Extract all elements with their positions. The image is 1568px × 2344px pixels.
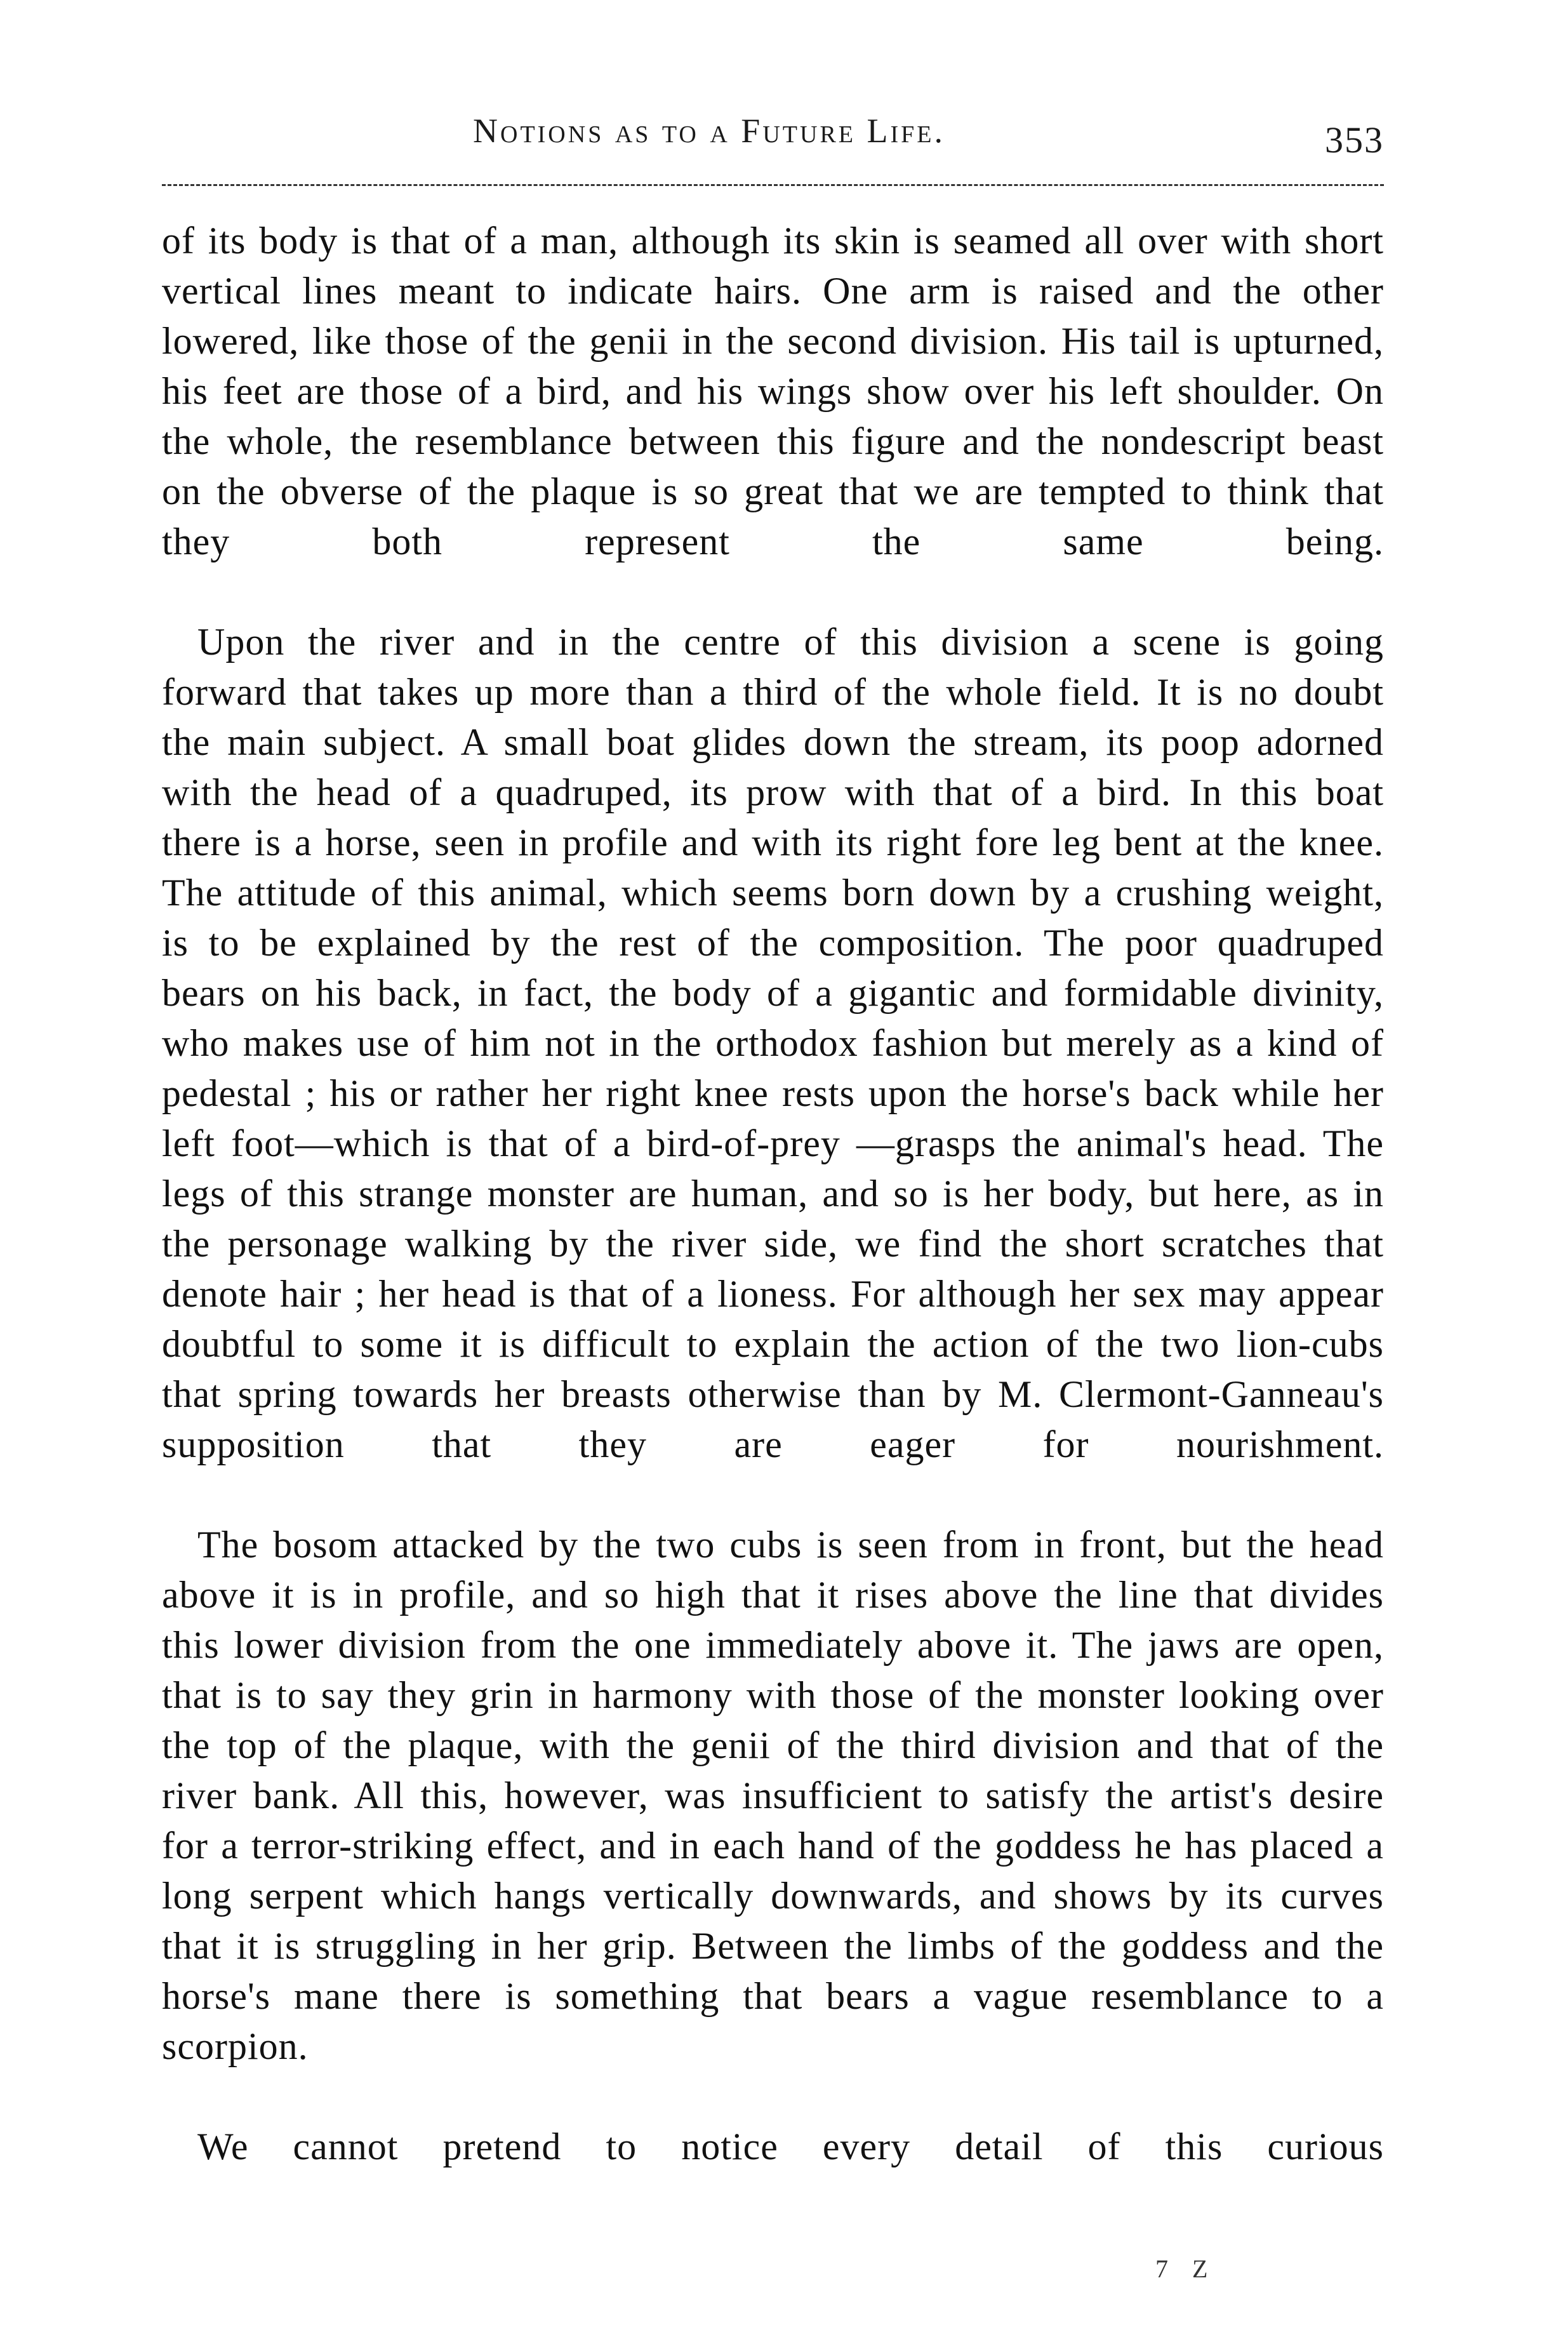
page-number: 353 [1325,119,1384,161]
page-header [162,111,1384,162]
running-title: Notions as to a Future Life. [473,112,945,150]
paragraph-1: of its body is that of a man, although its skin is seamed all over with short vertical lines meant to indicate hairs. One arm is raised and the other lowered, like those of the genii in the second division. His tail is upturned, his feet are those of a bird, and his wings show over his left shoulder. On the whole, the resemblance between this figure and the nondescript beast on the obverse of the plaque is so great that we are tempted to think that they both represent the same being. [162,220,1384,563]
body-text [162,216,1384,2222]
paragraph-2: Upon the river and in the centre of this division a scene is going forward that takes up more than a third of the whole field. It is no doubt the main subject. A small boat glides down the stream, its poop adorned with the head of a quadruped, its prow with that of a bird. In this boat there is a horse, seen in profile and with its right fore leg bent at the knee. The attitude of this animal, which seems born down by a crushing weight, is to be explained by the rest of the composition. The poor quadruped bears on his back, in fact, the body of a gigantic and formidable divinity, who makes use of him not in the orthodox fashion but merely as a kind of pedestal ; his or rather her right knee rests upon the horse's back while her left foot—which is that of a bird-of-prey —grasps the animal's head. The legs of this strange monster are human, and so is her body, but here, as in the personage walking by the river side, we find the short scratches that denote hair ; her head is that of a lioness. For although her sex may appear doubtful to some it is difficult to explain the action of the two lion-cubs that spring towards her breasts otherwise than by M. Clermont-Ganneau's supposition that they are eager for nourishment. [162,621,1384,1465]
signature-mark: 7 Z [1155,2254,1217,2283]
paragraph-3: The bosom attacked by the two cubs is seen from in front, but the head above it is in profile, and so high that it rises above the line that divides this lower division from the one immediately above it. The jaws are open, that is to say they grin in harmony with those of the monster looking over the top of the plaque, with the genii of the third division and that of the river bank. All this, however, was insufficient to satisfy the artist's desire for a terror-striking effect, and in each hand of the goddess he has placed a long serpent which hangs vertically downwards, and shows by its curves that it is struggling in her grip. Between the limbs of the goddess and the horse's mane there is something that bears a vague resemblance to a scorpion. [162,1524,1384,2067]
paragraph-4: We cannot pretend to notice every detail of this curious [197,2126,1384,2168]
header-rule [162,184,1384,186]
